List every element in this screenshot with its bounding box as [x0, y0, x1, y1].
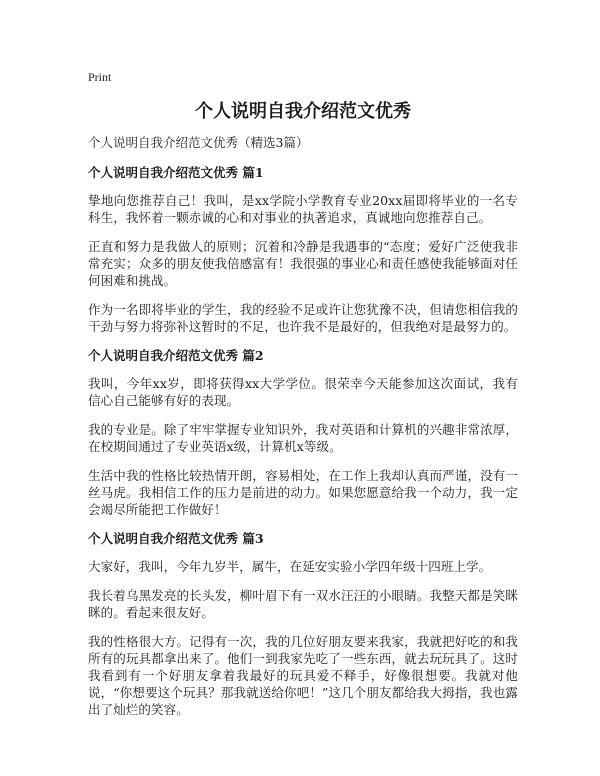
section-3: [88, 530, 518, 718]
document-title: 个人说明自我介绍范文优秀: [195, 101, 411, 122]
paragraph: 作为一名即将毕业的学生，我的经验不足或许让您犹豫不决，但请您相信我的干劲与努力将弥补这暂时的不足，也许我不是最好的，但我绝对是最努力的。: [88, 302, 518, 334]
section-heading: 个人说明自我介绍范文优秀 篇2: [88, 348, 264, 363]
paragraph: 生活中我的性格比较热情开朗，容易相处，在工作上我却认真而严谨，没有一丝马虎。我相信工作的压力是前进的动力。如果您愿意给我一个动力，我一定会竭尽所能把工作做好！: [88, 468, 518, 517]
document-page: [88, 70, 518, 730]
document-subtitle: 个人说明自我介绍范文优秀（精选3篇）: [88, 135, 309, 150]
section-heading: 个人说明自我介绍范文优秀 篇1: [88, 165, 264, 180]
section-heading: 个人说明自我介绍范文优秀 篇3: [88, 531, 264, 546]
paragraph: 正直和努力是我做人的原则；沉着和冷静是我遇事的“态度；爱好广泛使我非常充实；众多的朋友使我倍感富有！我很强的事业心和责任感使我能够面对任何困难和挑战。: [88, 239, 518, 288]
section-2: [88, 347, 518, 518]
paragraph: 我的性格很大方。记得有一次，我的几位好朋友要来我家，我就把好吃的和我所有的玩具都拿出来了。他们一到我家先吃了一些东西，就去玩玩具了。这时我看到有一个好朋友拿着我最好的玩具爱不释手，好像很想要。我就对他说，“你想要这个玩具？那我就送给你吧！”这几个朋友都给我大拇指，我也露出了灿烂的笑容。: [88, 634, 518, 717]
print-link[interactable]: Print: [88, 70, 112, 84]
paragraph: 我长着乌黑发亮的长头发，柳叶眉下有一双水汪汪的小眼睛。我整天都是笑眯眯的。看起来很友好。: [88, 588, 518, 620]
paragraph: 大家好，我叫，今年九岁半，属牛，在延安实验小学四年级十四班上学。: [88, 559, 492, 574]
paragraph: 挚地向您推荐自己！我叫，是xx学院小学教育专业20xx届即将毕业的一名专科生，我怀着一颗赤诚的心和对事业的执著追求，真诚地向您推荐自己。: [88, 193, 518, 225]
section-1: [88, 164, 518, 335]
paragraph: 我的专业是。除了牢牢掌握专业知识外，我对英语和计算机的兴趣非常浓厚，在校期间通过了专业英语x级，计算机x等级。: [88, 422, 518, 454]
paragraph: 我叫，今年xx岁，即将获得xx大学学位。很荣幸今天能参加这次面试，我有信心自己能够有好的表现。: [88, 376, 518, 408]
